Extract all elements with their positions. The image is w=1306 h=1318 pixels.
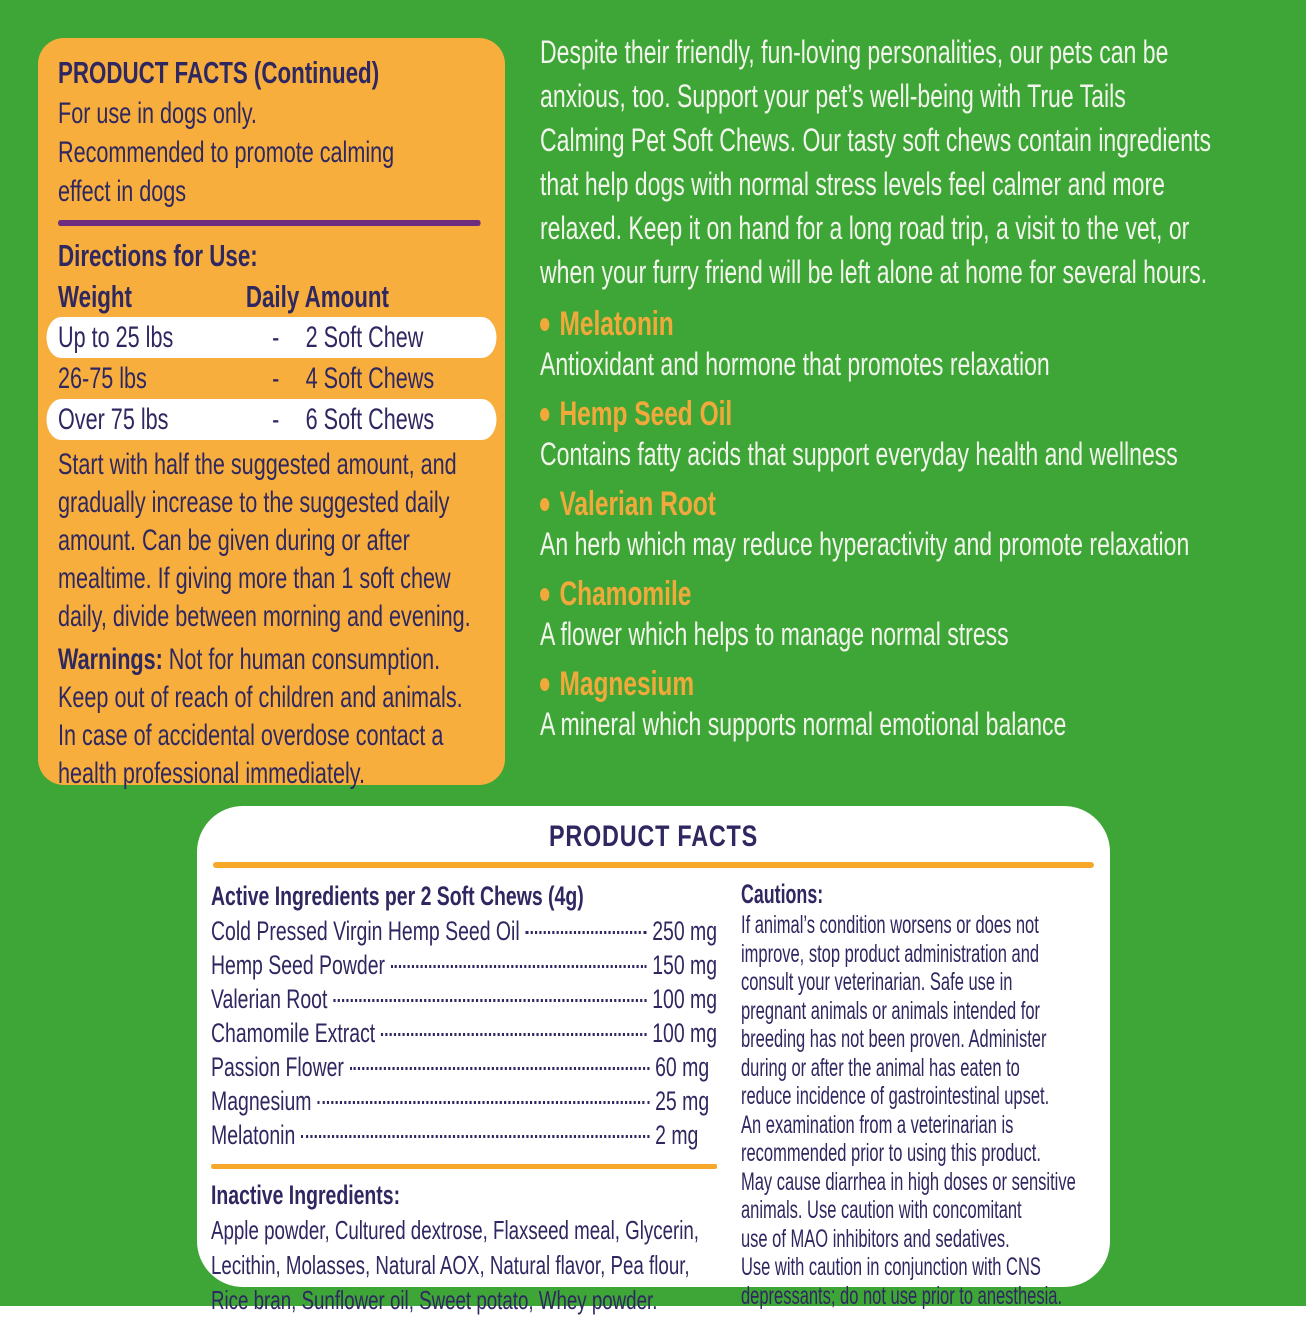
benefit-item <box>540 664 1284 744</box>
benefit-heading <box>540 664 1284 704</box>
cautions-heading: Cautions: <box>741 879 824 909</box>
ingredient-amount: 150 mg <box>652 950 718 980</box>
dotted-leader <box>381 1033 646 1036</box>
cautions-line: consult your veterinarian. Safe use in <box>741 968 1013 996</box>
ingredient-amount: 100 mg <box>652 1018 718 1048</box>
intro-line: Despite their friendly, fun-loving personalities, our pets can be <box>540 34 1169 70</box>
ingredient-amount: 60 mg <box>655 1052 710 1082</box>
ingredient-name: Magnesium <box>211 1086 312 1116</box>
cautions-line: May cause diarrhea in high doses or sensitive <box>741 1167 1076 1196</box>
dosage-row <box>46 399 496 440</box>
ingredient-amount: 25 mg <box>655 1086 710 1116</box>
warnings-line <box>58 641 485 679</box>
usage-line: mealtime. If giving more than 1 soft chew <box>58 562 451 595</box>
usage-line: Start with half the suggested amount, and <box>58 448 457 481</box>
warnings-label: Warnings: <box>58 643 163 676</box>
benefit-item <box>540 394 1284 474</box>
bullet-icon <box>540 498 549 511</box>
inactive-ingredients-line: Lecithin, Molasses, Natural AOX, Natural flavor, Pea flour, <box>211 1250 690 1280</box>
orange-rule <box>211 1164 717 1169</box>
ingredient-name: Chamomile Extract <box>211 1018 376 1048</box>
product-facts-title: PRODUCT FACTS <box>548 820 759 853</box>
benefit-description: Antioxidant and hormone that promotes relaxation <box>540 346 1050 382</box>
bullet-icon <box>540 588 549 601</box>
intro-line: Calming Pet Soft Chews. Our tasty soft chews contain ingredients <box>540 122 1212 158</box>
panel-title: PRODUCT FACTS (Continued) <box>58 55 380 90</box>
benefit-item <box>540 304 1284 384</box>
dotted-leader <box>301 1135 649 1138</box>
cautions-line: An examination from a veterinarian is <box>741 1110 1014 1139</box>
cautions-line: breeding has not been proven. Administer <box>741 1025 1047 1053</box>
product-facts-continued-panel <box>38 38 505 790</box>
amount-cell: 2 Soft Chew <box>305 320 424 354</box>
weight-cell: 26-75 lbs <box>58 361 147 395</box>
benefit-description: A mineral which supports normal emotional balance <box>540 706 1067 742</box>
ingredient-amount: 100 mg <box>652 984 718 1014</box>
cautions-line: improve, stop product administration and <box>741 939 1040 968</box>
ingredient-row <box>211 914 717 948</box>
amount-cell: 4 Soft Chews <box>305 361 435 395</box>
benefit-name: Hemp Seed Oil <box>559 395 733 433</box>
benefit-heading <box>540 484 1284 524</box>
inactive-ingredients-heading: Inactive Ingredients: <box>211 1180 401 1210</box>
ingredient-row <box>211 982 717 1016</box>
cautions-line: reduce incidence of gastrointestinal upset. <box>741 1082 1050 1110</box>
benefit-heading <box>540 574 1284 614</box>
usage-note-line: Recommended to promote calming <box>58 136 395 169</box>
benefit-item <box>540 574 1284 654</box>
weight-cell: Up to 25 lbs <box>58 320 174 354</box>
dotted-leader <box>333 999 646 1002</box>
intro-line: relaxed. Keep it on hand for a long road trip, a visit to the vet, or <box>540 210 1190 246</box>
bullet-icon <box>540 678 549 691</box>
benefit-heading <box>540 304 1284 344</box>
dotted-leader <box>391 965 647 968</box>
dotted-leader <box>317 1101 649 1104</box>
usage-note-line: effect in dogs <box>58 175 187 208</box>
benefit-name: Magnesium <box>559 665 695 703</box>
benefit-heading <box>540 394 1284 434</box>
ingredient-row <box>211 1084 717 1118</box>
product-facts-panel <box>197 806 1110 1315</box>
weight-cell: Over 75 lbs <box>58 402 169 436</box>
ingredient-row <box>211 1016 717 1050</box>
dotted-leader <box>350 1067 650 1070</box>
ingredient-name: Passion Flower <box>211 1052 344 1082</box>
cautions-line: use of MAO inhibitors and sedatives. <box>741 1224 1010 1253</box>
usage-line: amount. Can be given during or after <box>58 524 410 557</box>
bullet-icon <box>540 318 549 331</box>
warnings-line: Keep out of reach of children and animals. <box>58 681 463 714</box>
warnings-line: health professional immediately. <box>58 757 365 790</box>
cautions-line: recommended prior to using this product. <box>741 1139 1041 1167</box>
ingredient-amount: 2 mg <box>655 1120 699 1150</box>
usage-line: gradually increase to the suggested daily <box>58 486 450 519</box>
inactive-ingredients-line: Apple powder, Cultured dextrose, Flaxseed meal, Glycerin, <box>211 1215 700 1245</box>
cautions-line: depressants; do not use prior to anesthesia. <box>741 1281 1063 1310</box>
inactive-ingredients-line: Rice bran, Sunflower oil, Sweet potato, Whey powder. <box>211 1285 658 1315</box>
usage-instructions <box>58 446 485 636</box>
ingredient-row <box>211 948 717 982</box>
benefit-description: Contains fatty acids that support everyday health and wellness <box>540 436 1178 472</box>
cautions-line: pregnant animals or animals intended for <box>741 996 1041 1025</box>
ingredient-amount: 250 mg <box>652 916 718 946</box>
cautions-line: Use with caution in conjunction with CNS <box>741 1253 1041 1281</box>
orange-rule <box>213 862 1094 868</box>
cautions-line: during or after the animal has eaten to <box>741 1053 1020 1082</box>
ingredient-row <box>211 1118 717 1152</box>
weight-column-header: Weight <box>58 279 132 314</box>
benefit-name: Melatonin <box>559 305 674 343</box>
intro-line: that help dogs with normal stress levels feel calmer and more <box>540 166 1165 202</box>
purple-divider <box>58 220 481 226</box>
warnings-line: In case of accidental overdose contact a <box>58 719 444 752</box>
cautions-line: animals. Use caution with concomitant <box>741 1196 1022 1224</box>
cautions-line: If animal’s condition worsens or does not <box>741 911 1039 939</box>
ingredient-name: Cold Pressed Virgin Hemp Seed Oil <box>211 916 520 946</box>
dosage-table-header <box>58 277 485 317</box>
intro-line: anxious, too. Support your pet’s well-being with True Tails <box>540 78 1126 114</box>
bullet-icon <box>540 408 549 421</box>
amount-cell: 6 Soft Chews <box>305 402 435 436</box>
usage-note-line: For use in dogs only. <box>58 97 257 130</box>
benefit-item <box>540 484 1284 564</box>
usage-line: daily, divide between morning and evening. <box>58 600 471 633</box>
dash-separator: - <box>272 402 280 436</box>
marketing-copy-column <box>540 30 1284 744</box>
benefit-name: Valerian Root <box>559 485 716 523</box>
active-ingredients-column <box>211 878 717 1318</box>
intro-line: when your furry friend will be left alone at home for several hours. <box>540 254 1208 290</box>
ingredient-name: Hemp Seed Powder <box>211 950 385 980</box>
warnings-text: Not for human consumption. <box>162 643 441 676</box>
daily-amount-column-header: Daily Amount <box>245 279 389 314</box>
cautions-column <box>741 878 1096 1318</box>
dotted-leader <box>525 931 646 934</box>
benefit-name: Chamomile <box>559 575 692 613</box>
dosage-row <box>58 358 485 399</box>
benefit-description: A flower which helps to manage normal stress <box>540 616 1009 652</box>
dosage-row <box>46 317 496 358</box>
dash-separator: - <box>272 320 280 354</box>
ingredient-name: Valerian Root <box>211 984 328 1014</box>
dash-separator: - <box>272 361 280 395</box>
directions-heading: Directions for Use: <box>58 238 258 273</box>
benefit-description: An herb which may reduce hyperactivity and promote relaxation <box>540 526 1190 562</box>
ingredient-row <box>211 1050 717 1084</box>
warnings-block <box>58 641 485 793</box>
ingredient-name: Melatonin <box>211 1120 296 1150</box>
active-ingredients-heading: Active Ingredients per 2 Soft Chews (4g) <box>211 881 584 911</box>
